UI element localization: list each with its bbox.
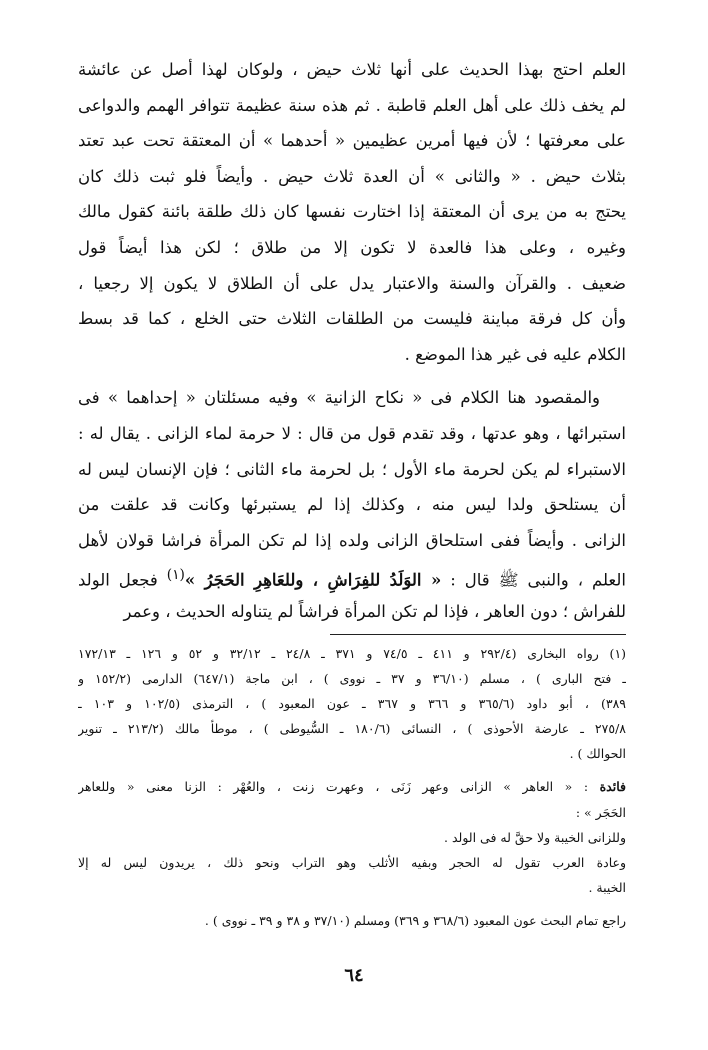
faida-line bbox=[78, 774, 626, 799]
text-line: أن يستلحق ولدا ليس منه ، وكذلك إذا لم يستبرئها وكانت قد علقت من bbox=[78, 495, 626, 515]
hadith-quote: « الوَلَدُ للفِرَاشِ ، وللعَاهِرِ الحَجَرُ » bbox=[184, 570, 442, 590]
hadith-line bbox=[78, 558, 626, 594]
text-line: وأن كل فرقة مباينة فليست من الطلقات الثلاث حتى الخلع ، كما قد بسط bbox=[78, 309, 626, 329]
footnote-ref-line bbox=[78, 908, 626, 933]
text-line: على معرفتها ؛ لأن فيها أمرين عظيمين « أحدهما » أن المعتقة تحت عبد تعتد bbox=[78, 131, 626, 151]
text-line: استبرائها ، وهو عدتها ، وقد تقدم قول من قال : لا حرمة لماء الزانى . يقال له : bbox=[78, 423, 626, 443]
footnote-divider bbox=[330, 634, 626, 635]
text-line: الكلام عليه فى غير هذا الموضع . bbox=[404, 344, 626, 364]
faida-label: فائدة bbox=[599, 779, 626, 795]
footnote-line: ٢٧٥/٨ ـ عارضة الأحوذى ) ، النسائى (١٨٠/٦ ـ السُّيوطى ) ، موطأ مالك (٢١٣/٢ ـ تنوير bbox=[78, 721, 626, 737]
footnote-line: الحَجَر » : bbox=[575, 804, 626, 820]
footnote-line: وعادة العرب تقول له الحجر وبفيه الأثلب وهو التراب ونحو ذلك ، يريدون ليس له إلا bbox=[78, 855, 626, 870]
footnote-line: راجع تمام البحث عون المعبود (٣٦٨/٦ و ٣٦٩) ومسلم (٣٧/١٠ و ٣٨ و ٣٩ ـ نووى ) . bbox=[204, 913, 626, 929]
text-line: يحتج به من يرى أن المعتقة إذا اختارت نفسها كان ذلك طلقة بائنة كقول مالك bbox=[78, 202, 626, 222]
page-number: ٦٤ bbox=[344, 965, 364, 986]
footnote-line: ـ فتح البارى ) ، مسلم (٣٦/١٠ و ٣٧ ـ نووى ) ، ابن ماجة (٦٤٧/١) الدارمى (١٥٢/٢ و bbox=[78, 670, 626, 686]
text-line: ضعيف . والقرآن والسنة والاعتبار يدل على أن الطلاق لا يكون إلا رجعيا ، bbox=[78, 273, 626, 293]
footnote-line: الحوالك ) . bbox=[569, 746, 626, 762]
hadith-line-before: العلم ، والنبى ﷺ قال : bbox=[441, 570, 626, 590]
paragraph-1 bbox=[78, 52, 626, 372]
footnote-line: الخيبة . bbox=[588, 880, 626, 896]
hadith-line-after: فجعل الولد bbox=[78, 570, 167, 590]
text-line: الزانى . وأيضاً ففى استلحاق الزانى ولده إذا لم تكن المرأة فراشا قولان لأهل bbox=[78, 530, 626, 550]
main-text bbox=[78, 52, 626, 630]
text-line: وغيره ، وعلى هذا فالعدة لا تكون إلا من طلاق ؛ لكن هذا أيضاً قول bbox=[78, 237, 626, 257]
footnote-faida bbox=[78, 774, 626, 900]
footnote-line: وللزانى الخيبة ولا حقَّ له فى الولد . bbox=[444, 829, 626, 845]
text-line: العلم احتج بهذا الحديث على أنها ثلاث حيض ، ولوكان لهذا أصل عن عائشة bbox=[78, 60, 626, 79]
footnotes bbox=[78, 641, 626, 934]
text-line: والمقصود هنا الكلام فى « نكاح الزانية » وفيه مسئلتان « إحداهما » فى bbox=[78, 388, 600, 408]
text-line: بثلاث حيض . « والثانى » أن العدة ثلاث حيض . وأيضاً فلو ثبت ذلك كان bbox=[78, 166, 626, 186]
footnote-line: ٣٨٩) ، أبو داود (٣٦٥/٦ و ٣٦٦ و ٣٦٧ ـ عون المعبود ) ، الترمذى (١٠٢/٥ و ١٠٣ ـ bbox=[78, 695, 626, 711]
footnote-line: (١) رواه البخارى (٢٩٢/٤ و ٤١١ ـ ٧٤/٥ و ٣٧١ ـ ٢٤/٨ ـ ٣٢/١٢ و ٥٢ و ١٢٦ ـ ١٧٢/١٣ bbox=[78, 645, 626, 661]
text-line: الاستبراء لم يكن لحرمة ماء الأول ؛ بل لحرمة ماء الثانى ؛ فإن الإنسان ليس له bbox=[78, 459, 626, 479]
paragraph-2 bbox=[78, 380, 626, 629]
faida-text: : « العاهر » الزانى وعهر زَنَى ، وعهرت زنت ، والعُهْر : الزنا معنى « وللعاهر bbox=[78, 779, 589, 795]
footnote-1 bbox=[78, 641, 626, 767]
text-line: للفراش ؛ دون العاهر ، فإذا لم تكن المرأة فراشاً لم يتناوله الحديث ، وعمر bbox=[123, 601, 626, 621]
text-line: لم يخف ذلك على أهل العلم قاطبة . ثم هذه سنة عظيمة تتوافر الهمم والدواعى bbox=[78, 95, 626, 115]
footnote-ref: (١) bbox=[166, 567, 185, 584]
